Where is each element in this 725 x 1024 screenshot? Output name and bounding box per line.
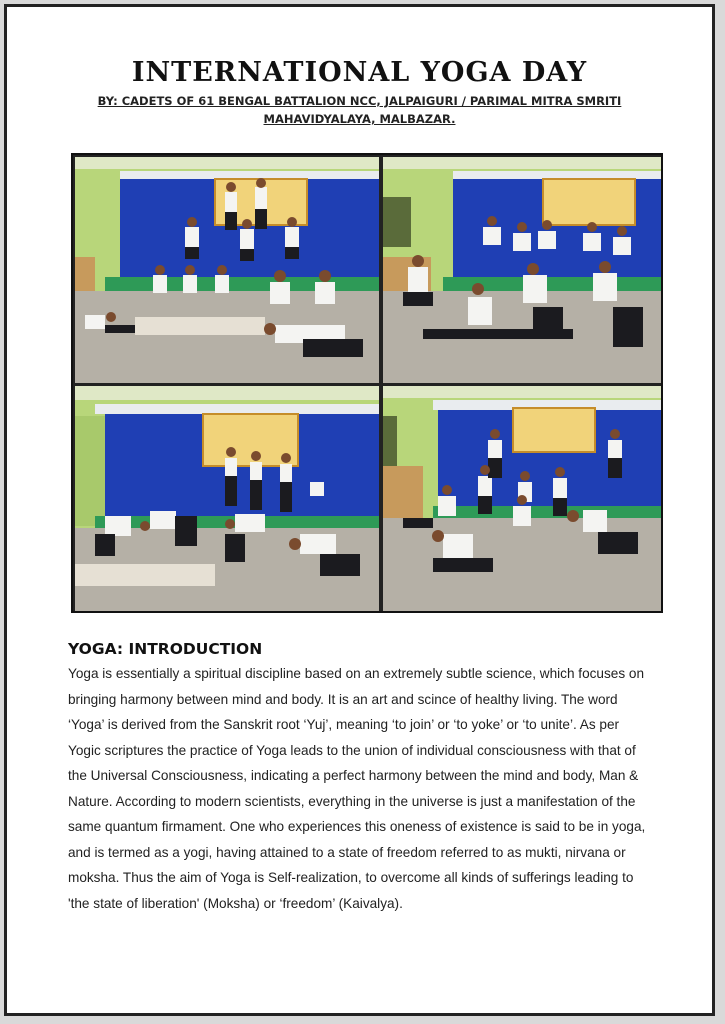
body-line: moksha. Thus the aim of Yoga is Self-realization, to overcome all kinds of sufferings leading to: [68, 870, 634, 885]
document-byline: [67, 92, 652, 128]
byline-line-2: MAHAVIDYALAYA, MALBAZAR.: [263, 112, 456, 126]
photo-collage: [71, 153, 663, 613]
photo-yoga-group-3: [75, 386, 379, 611]
body-line: 'the state of liberation' (Moksha) or ‘freedom’ (Kaivalya).: [68, 895, 403, 911]
section-heading: YOGA: INTRODUCTION: [68, 640, 263, 658]
photo-yoga-group-2: [383, 157, 661, 383]
body-line: ‘Yoga’ is derived from the Sanskrit root ‘Yuj’, meaning ‘to join’ or ‘to yoke’ or ‘to unite’. As per: [68, 717, 620, 732]
photo-yoga-group-4: [383, 386, 661, 611]
document-title: INTERNATIONAL YOGA DAY: [131, 57, 588, 88]
document-page: [4, 4, 715, 1016]
body-line: the Universal Consciousness, indicating a perfect harmony between the mind and body, Man &: [68, 768, 639, 783]
section-body: [68, 661, 668, 916]
body-line: bringing harmony between mind and body. It is an art and scince of healthy living. The word: [68, 691, 618, 707]
byline-line-1: BY: CADETS OF 61 BENGAL BATTALION NCC, JALPAIGURI / PARIMAL MITRA SMRITI: [97, 94, 622, 108]
photo-yoga-group-1: [75, 157, 379, 383]
body-line: Yogic scriptures the practice of Yoga leads to the union of individual consciousness with that of: [68, 742, 636, 758]
body-line: same quantum firmament. One who experiences this oneness of existence is said to be in yoga,: [68, 819, 646, 834]
body-line: and is termed as a yogi, having attained to a state of freedom referred to as mukti, nirvana or: [68, 844, 626, 860]
body-line: Yoga is essentially a spiritual discipline based on an extremely subtle science, which focuses on: [68, 666, 645, 681]
body-line: Nature. According to modern scientists, everything in the universe is just a manifestation of the: [68, 793, 636, 809]
